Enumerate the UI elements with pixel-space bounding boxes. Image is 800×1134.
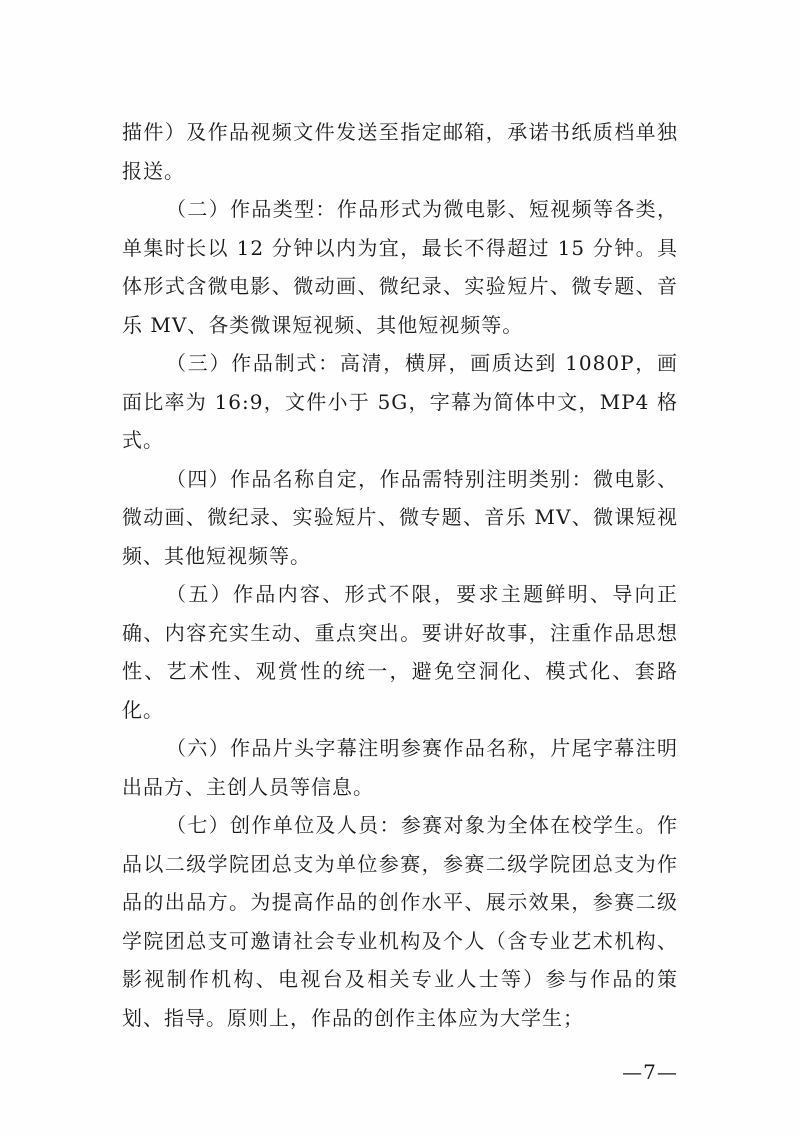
paragraph-creators: （七）创作单位及人员：参赛对象为全体在校学生。作品以二级学院团总支为单位参赛，参赛二级学院团总支为作品的出品方。为提高作品的创作水平、展示效果，参赛二级学院团总支可邀请社会专业机构及个人（含专业艺术机构、影视制作机构、电视台及相关专业人士等）参与作品的策划、指导。原则上，作品的创作主体应为大学生； (122, 813, 678, 1030)
paragraph-work-content: （五）作品内容、形式不限，要求主题鲜明、导向正确、内容充实生动、重点突出。要讲好故事，注重作品思想性、艺术性、观赏性的统一，避免空洞化、模式化、套路化。 (122, 582, 678, 722)
paragraph-continued: 描件）及作品视频文件发送至指定邮箱，承诺书纸质档单独报送。 (122, 120, 678, 183)
page-number: —7— (622, 1060, 678, 1084)
paragraph-work-format: （三）作品制式：高清，横屏，画质达到 1080P，画面比率为 16:9，文件小于 5G，字幕为简体中文，MP4 格式。 (122, 351, 678, 452)
paragraph-subtitles: （六）作品片头字幕注明参赛作品名称，片尾字幕注明出品方、主创人员等信息。 (122, 736, 678, 799)
paragraph-work-type: （二）作品类型：作品形式为微电影、短视频等各类，单集时长以 12 分钟以内为宜，最长不得超过 15 分钟。具体形式含微电影、微动画、微纪录、实验短片、微专题、音乐 MV、各类微课短视频、其他短视频等。 (122, 197, 678, 337)
paragraph-work-name: （四）作品名称自定，作品需特别注明类别：微电影、微动画、微纪录、实验短片、微专题、音乐 MV、微课短视频、其他短视频等。 (122, 466, 678, 568)
document-body (122, 113, 678, 1037)
